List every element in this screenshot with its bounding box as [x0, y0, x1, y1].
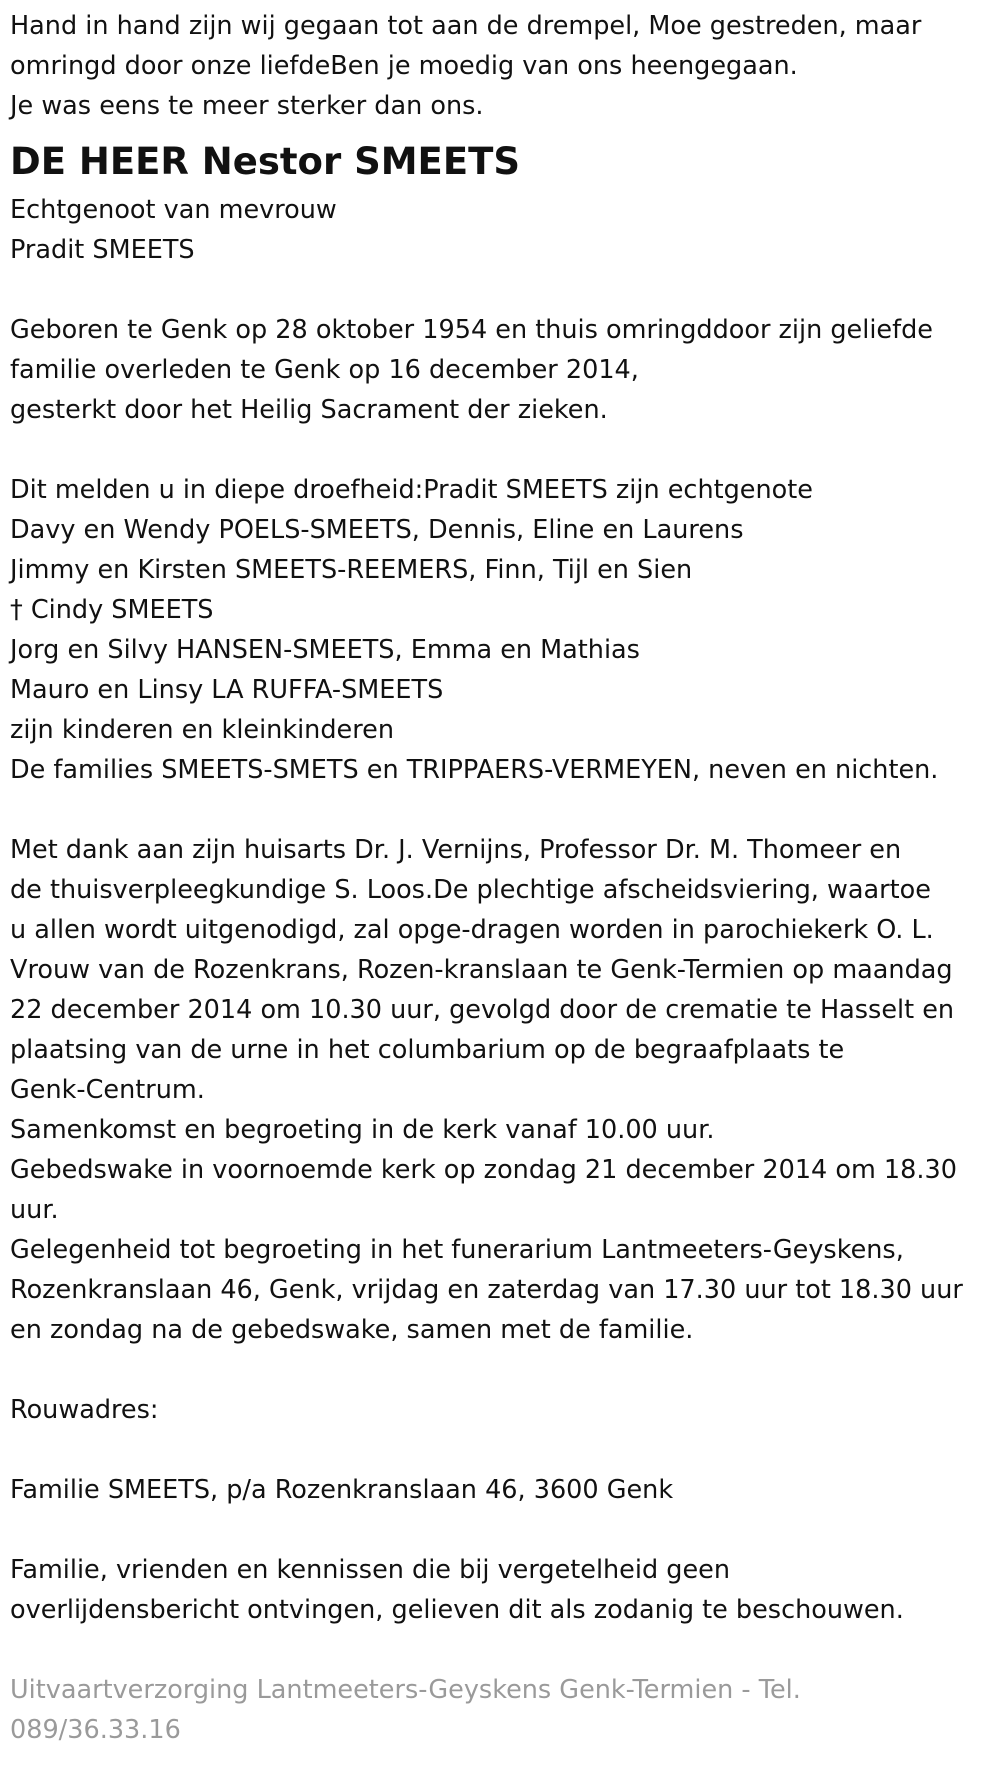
spacer — [10, 1630, 990, 1670]
footer-line: Uitvaartverzorging Lantmeeters-Geyskens Genk-Termien - Tel. — [10, 1675, 801, 1705]
footer-block — [10, 1670, 990, 1750]
family-line: Dit melden u in diepe droefheid:Pradit SMEETS zijn echtgenote — [10, 475, 813, 505]
notice-block — [10, 1550, 990, 1630]
ceremony-line: uur. — [10, 1195, 59, 1225]
ceremony-line: plaatsing van de urne in het columbarium op de begraafplaats te — [10, 1035, 845, 1065]
birth-death-block — [10, 310, 990, 430]
family-line: Mauro en Linsy LA RUFFA-SMEETS — [10, 675, 444, 705]
address-label: Rouwadres: — [10, 1395, 159, 1425]
spouse-block — [10, 190, 990, 270]
ceremony-line: Vrouw van de Rozenkrans, Rozen-kranslaan te Genk-Termien op maandag — [10, 955, 953, 985]
birth-death-line: familie overleden te Genk op 16 december 2014, — [10, 355, 639, 385]
spacer — [10, 1510, 990, 1550]
poem-line: Hand in hand zijn wij gegaan tot aan de drempel, Moe gestreden, maar — [10, 11, 922, 41]
ceremony-line: Gelegenheid tot begroeting in het funerarium Lantmeeters-Geyskens, — [10, 1235, 904, 1265]
spouse-line: Pradit SMEETS — [10, 235, 195, 265]
poem-line: Je was eens te meer sterker dan ons. — [10, 91, 484, 121]
notice-line: overlijdensbericht ontvingen, gelieven dit als zodanig te beschouwen. — [10, 1595, 904, 1625]
spacer — [10, 430, 990, 470]
ceremony-line: de thuisverpleegkundige S. Loos.De plechtige afscheidsviering, waartoe — [10, 875, 931, 905]
spouse-line: Echtgenoot van mevrouw — [10, 195, 337, 225]
poem-line: omringd door onze liefdeBen je moedig van ons heengegaan. — [10, 51, 798, 81]
ceremony-block — [10, 830, 990, 1350]
family-line: Davy en Wendy POELS-SMEETS, Dennis, Eline en Laurens — [10, 515, 744, 545]
birth-death-line: gesterkt door het Heilig Sacrament der zieken. — [10, 395, 608, 425]
spacer — [10, 1350, 990, 1390]
spacer — [10, 790, 990, 830]
ceremony-line: Met dank aan zijn huisarts Dr. J. Vernijns, Professor Dr. M. Thomeer en — [10, 835, 902, 865]
poem-block — [10, 6, 990, 126]
family-line: Jorg en Silvy HANSEN-SMEETS, Emma en Mathias — [10, 635, 640, 665]
family-line-deceased: † Cindy SMEETS — [10, 595, 214, 625]
ceremony-line: Samenkomst en begroeting in de kerk vanaf 10.00 uur. — [10, 1115, 715, 1145]
ceremony-line: Gebedswake in voornoemde kerk op zondag 21 december 2014 om 18.30 — [10, 1155, 957, 1185]
birth-death-line: Geboren te Genk op 28 oktober 1954 en thuis omringddoor zijn geliefde — [10, 315, 933, 345]
family-line: zijn kinderen en kleinkinderen — [10, 715, 394, 745]
family-block — [10, 470, 990, 790]
footer-phone: 089/36.33.16 — [10, 1715, 181, 1745]
ceremony-line: 22 december 2014 om 10.30 uur, gevolgd door de crematie te Hasselt en — [10, 995, 955, 1025]
ceremony-line: en zondag na de gebedswake, samen met de familie. — [10, 1315, 694, 1345]
ceremony-line: Rozenkranslaan 46, Genk, vrijdag en zaterdag van 17.30 uur tot 18.30 uur — [10, 1275, 963, 1305]
family-line: Jimmy en Kirsten SMEETS-REEMERS, Finn, Tijl en Sien — [10, 555, 693, 585]
family-line: De families SMEETS-SMETS en TRIPPAERS-VERMEYEN, neven en nichten. — [10, 755, 939, 785]
spacer — [10, 270, 990, 310]
notice-line: Familie, vrienden en kennissen die bij vergetelheid geen — [10, 1555, 730, 1585]
address-value: Familie SMEETS, p/a Rozenkranslaan 46, 3600 Genk — [10, 1475, 674, 1505]
ceremony-line: Genk-Centrum. — [10, 1075, 205, 1105]
ceremony-line: u allen wordt uitgenodigd, zal opge-dragen worden in parochiekerk O. L. — [10, 915, 934, 945]
spacer — [10, 1430, 990, 1470]
deceased-name: DE HEER Nestor SMEETS — [10, 140, 520, 183]
